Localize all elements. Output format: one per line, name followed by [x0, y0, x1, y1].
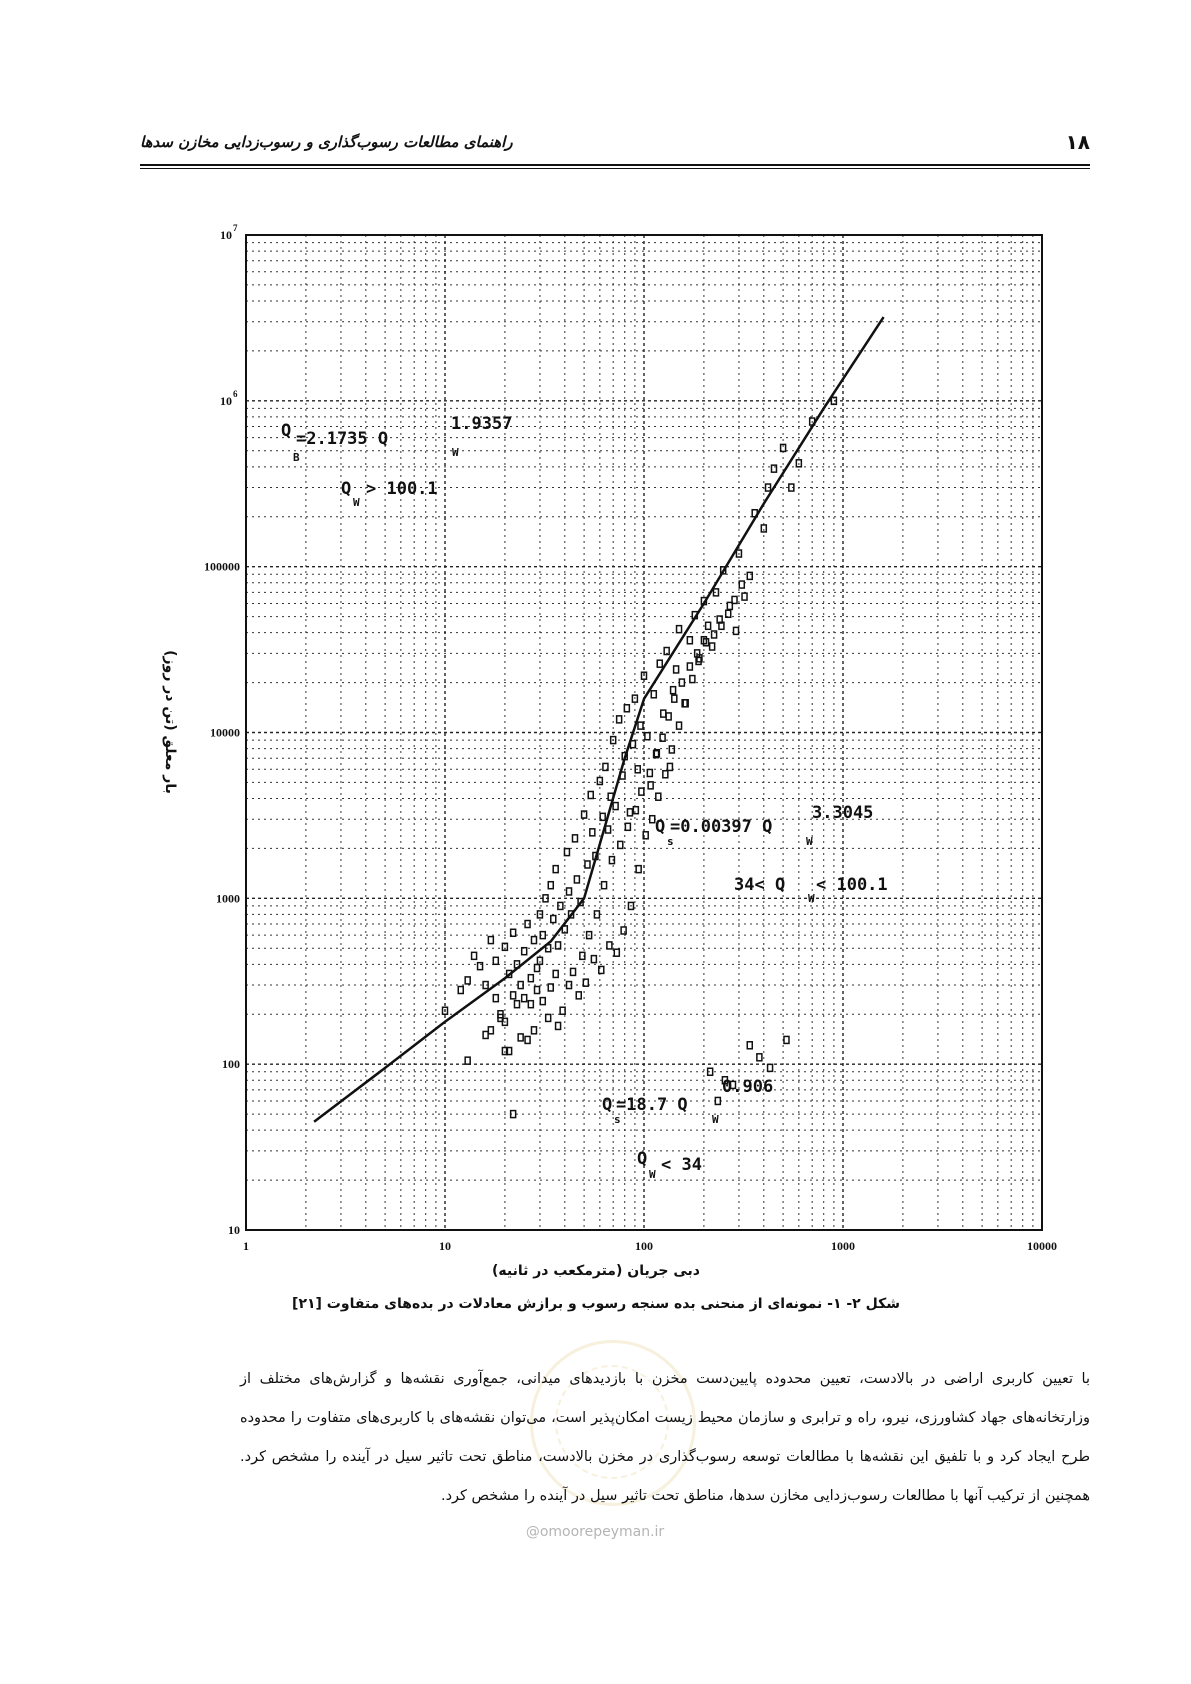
cond-low [637, 1149, 702, 1181]
x-tick-label: 10 [439, 1239, 451, 1253]
data-point [548, 882, 553, 889]
data-point [588, 791, 593, 798]
x-tick-label: 100 [635, 1239, 653, 1253]
data-point [567, 982, 572, 989]
data-point [666, 713, 671, 720]
cond-low-sub: W [649, 1168, 656, 1181]
eq-low-sub2: W [712, 1113, 719, 1126]
data-point [560, 1007, 565, 1014]
figure-caption: شکل ۲- ۱- نمونه‌ای از منحنی بده سنجه رسوب و برازش معادلات در بده‌های متفاوت [۲۱] [292, 1296, 900, 1312]
data-point [687, 637, 692, 644]
data-point [493, 995, 498, 1002]
data-point [687, 663, 692, 670]
data-point [528, 1001, 533, 1008]
data-point [511, 992, 516, 999]
eq-mid-body: =0.00397 Q [670, 817, 773, 837]
data-point [648, 782, 653, 789]
eq-low-exp: 0.906 [722, 1077, 774, 1097]
data-point [732, 596, 737, 603]
data-point [597, 777, 602, 784]
data-point [683, 700, 688, 707]
data-point [789, 484, 794, 491]
data-point [617, 716, 622, 723]
data-point [531, 1027, 536, 1034]
data-point [543, 895, 548, 902]
data-point [742, 593, 747, 600]
data-point [591, 956, 596, 963]
data-point [488, 937, 493, 944]
data-point [609, 857, 614, 864]
data-point [483, 1031, 488, 1038]
data-point [493, 957, 498, 964]
data-point [514, 1001, 519, 1008]
data-point [624, 705, 629, 712]
data-point [710, 643, 715, 650]
eq-high-sub2: W [452, 446, 459, 459]
data-point [571, 968, 576, 975]
eq-high-lead: Q [281, 421, 292, 441]
eq-low-sub: s [614, 1113, 621, 1126]
watermark-site: @omoorepeyman.ir [525, 1524, 665, 1540]
y-tick-exponent: 7 [233, 223, 238, 233]
data-point [784, 1036, 789, 1043]
data-point [669, 746, 674, 753]
data-point [757, 1054, 762, 1061]
y-tick-label: 10 [220, 393, 232, 408]
y-tick-label: 100 [222, 1057, 240, 1072]
data-point [574, 876, 579, 883]
y-tick-label: 100000 [204, 559, 240, 574]
data-point [580, 952, 585, 959]
data-point [465, 1057, 470, 1064]
cond-high [341, 479, 438, 509]
data-point [618, 841, 623, 848]
data-point [583, 979, 588, 986]
eq-mid-sub2: W [806, 835, 813, 848]
cond-mid-rest: < 100.1 [816, 875, 888, 895]
data-point [651, 691, 656, 698]
eq-low [602, 1077, 773, 1126]
data-point [594, 911, 599, 918]
data-point [621, 927, 626, 934]
data-point [576, 992, 581, 999]
data-point [643, 832, 648, 839]
data-point [548, 984, 553, 991]
data-point [603, 763, 608, 770]
data-point [522, 995, 527, 1002]
x-tick-label: 1 [243, 1239, 249, 1253]
data-point [535, 965, 540, 972]
body-text: با تعیین کاربری اراضی در بالادست، تعیین محدوده پایین‌دست مخزن با بازدیدهای میدانی، جمع‌آوری نقشه‌ها و گزارش‌های مختلف از وزارتخانه‌های جهاد کشاورزی، نیرو، راه و ترابری و سازمان محیط زیست امکان‌پذیر است، می‌توان نقشه‌های با کاربری‌های متفاوت را محدوده طرح ایجاد کرد و با تلفیق این نقشه‌ها با مطالعات توسعه رسوب‌گذاری در مخزن بالادست، مناطق تحت تاثیر سیل در آینده را مشخص کرد. همچنین از ترکیب آنها با مطالعات رسوب‌زدایی مخازن سدها، مناطق تحت تاثیر سیل در آینده را مشخص کرد. [240, 1371, 1090, 1504]
data-point [690, 676, 695, 683]
cond-mid [734, 875, 888, 905]
data-point [663, 771, 668, 778]
data-point [633, 807, 638, 814]
data-point [483, 982, 488, 989]
data-point [667, 763, 672, 770]
eq-high-exp: 1.9357 [451, 414, 513, 434]
eq-mid-sub: s [667, 835, 674, 848]
data-point [518, 982, 523, 989]
data-point [625, 823, 630, 830]
data-point [556, 1022, 561, 1029]
y-tick-label: 10 [220, 228, 232, 242]
data-point [650, 816, 655, 823]
data-point [712, 631, 717, 638]
data-point [636, 866, 641, 873]
data-point [674, 666, 679, 673]
data-point [602, 882, 607, 889]
data-point [546, 1014, 551, 1021]
data-point [677, 626, 682, 633]
eq-mid-lead: Q [655, 817, 666, 837]
data-point [734, 627, 739, 634]
data-point [525, 1036, 530, 1043]
data-point [660, 734, 665, 741]
data-point [531, 937, 536, 944]
x-axis-ticks [243, 1239, 1057, 1253]
data-point [537, 957, 542, 964]
data-point [540, 998, 545, 1005]
y-axis-ticks [204, 223, 240, 1237]
data-point [645, 733, 650, 740]
data-point [679, 679, 684, 686]
data-point [677, 722, 682, 729]
data-point [747, 572, 752, 579]
data-point [771, 465, 776, 472]
y-axis-title: بار معلق (تن در روز) [162, 650, 178, 794]
data-point [706, 622, 711, 629]
data-point [656, 793, 661, 800]
body-paragraph [240, 1360, 1090, 1516]
data-point [472, 952, 477, 959]
data-point [518, 1034, 523, 1041]
cond-high-lead: Q [341, 479, 352, 499]
data-point [528, 975, 533, 982]
data-point [478, 963, 483, 970]
chart-major-grid [246, 235, 1042, 1230]
data-point [638, 722, 643, 729]
eq-low-body: =18.7 Q [616, 1095, 688, 1115]
data-point [600, 813, 605, 820]
y-tick-exponent: 6 [233, 388, 238, 399]
cond-mid-sub: W [808, 892, 815, 905]
data-point [553, 866, 558, 873]
data-point [614, 949, 619, 956]
page-number: ۱۸ [1065, 130, 1090, 154]
data-point [590, 829, 595, 836]
eq-high-sub: B [293, 451, 300, 464]
data-point [540, 932, 545, 939]
cond-high-sub: W [353, 496, 360, 509]
eq-high [281, 414, 512, 464]
data-point [708, 1068, 713, 1075]
data-point [661, 710, 666, 717]
data-point [657, 660, 662, 667]
data-point [639, 788, 644, 795]
cond-low-lead: Q [637, 1149, 648, 1169]
data-point [564, 849, 569, 856]
data-point [607, 942, 612, 949]
data-point [553, 970, 558, 977]
data-point [585, 861, 590, 868]
data-point [522, 948, 527, 955]
data-point [739, 581, 744, 588]
cond-low-rest: < 34 [661, 1155, 702, 1175]
data-point [613, 803, 618, 810]
y-tick-label: 10000 [210, 725, 240, 740]
data-point [465, 977, 470, 984]
eq-high-body: =2.1735 Q [296, 429, 389, 449]
data-point [572, 835, 577, 842]
y-tick-label: 1000 [216, 891, 240, 906]
data-point [671, 687, 676, 694]
data-point [488, 1027, 493, 1034]
eq-mid-exp: 3.3045 [812, 803, 874, 823]
data-point [606, 826, 611, 833]
data-point [567, 888, 572, 895]
data-point [558, 902, 563, 909]
data-point [696, 657, 701, 664]
data-point [647, 769, 652, 776]
x-tick-label: 10000 [1027, 1239, 1057, 1253]
running-title: راهنمای مطالعات رسوب‌گذاری و رسوب‌زدایی مخازن سدها [140, 133, 513, 151]
data-point [525, 921, 530, 928]
data-point [599, 966, 604, 973]
data-point [715, 1097, 720, 1104]
x-axis-title: دبی جریان (مترمکعب در ثانیه) [491, 1263, 701, 1279]
data-point [627, 809, 632, 816]
data-point [458, 987, 463, 994]
eq-low-lead: Q [602, 1095, 613, 1115]
x-tick-label: 1000 [831, 1239, 855, 1253]
data-point [672, 695, 677, 702]
data-point [551, 916, 556, 923]
data-point [747, 1042, 752, 1049]
data-point [726, 610, 731, 617]
data-point [768, 1064, 773, 1071]
cond-mid-lead: 34< Q [734, 875, 786, 895]
cond-high-rest: > 100.1 [366, 479, 438, 499]
data-points [443, 397, 837, 1117]
data-point [535, 987, 540, 994]
y-tick-label: 10 [228, 1223, 240, 1237]
